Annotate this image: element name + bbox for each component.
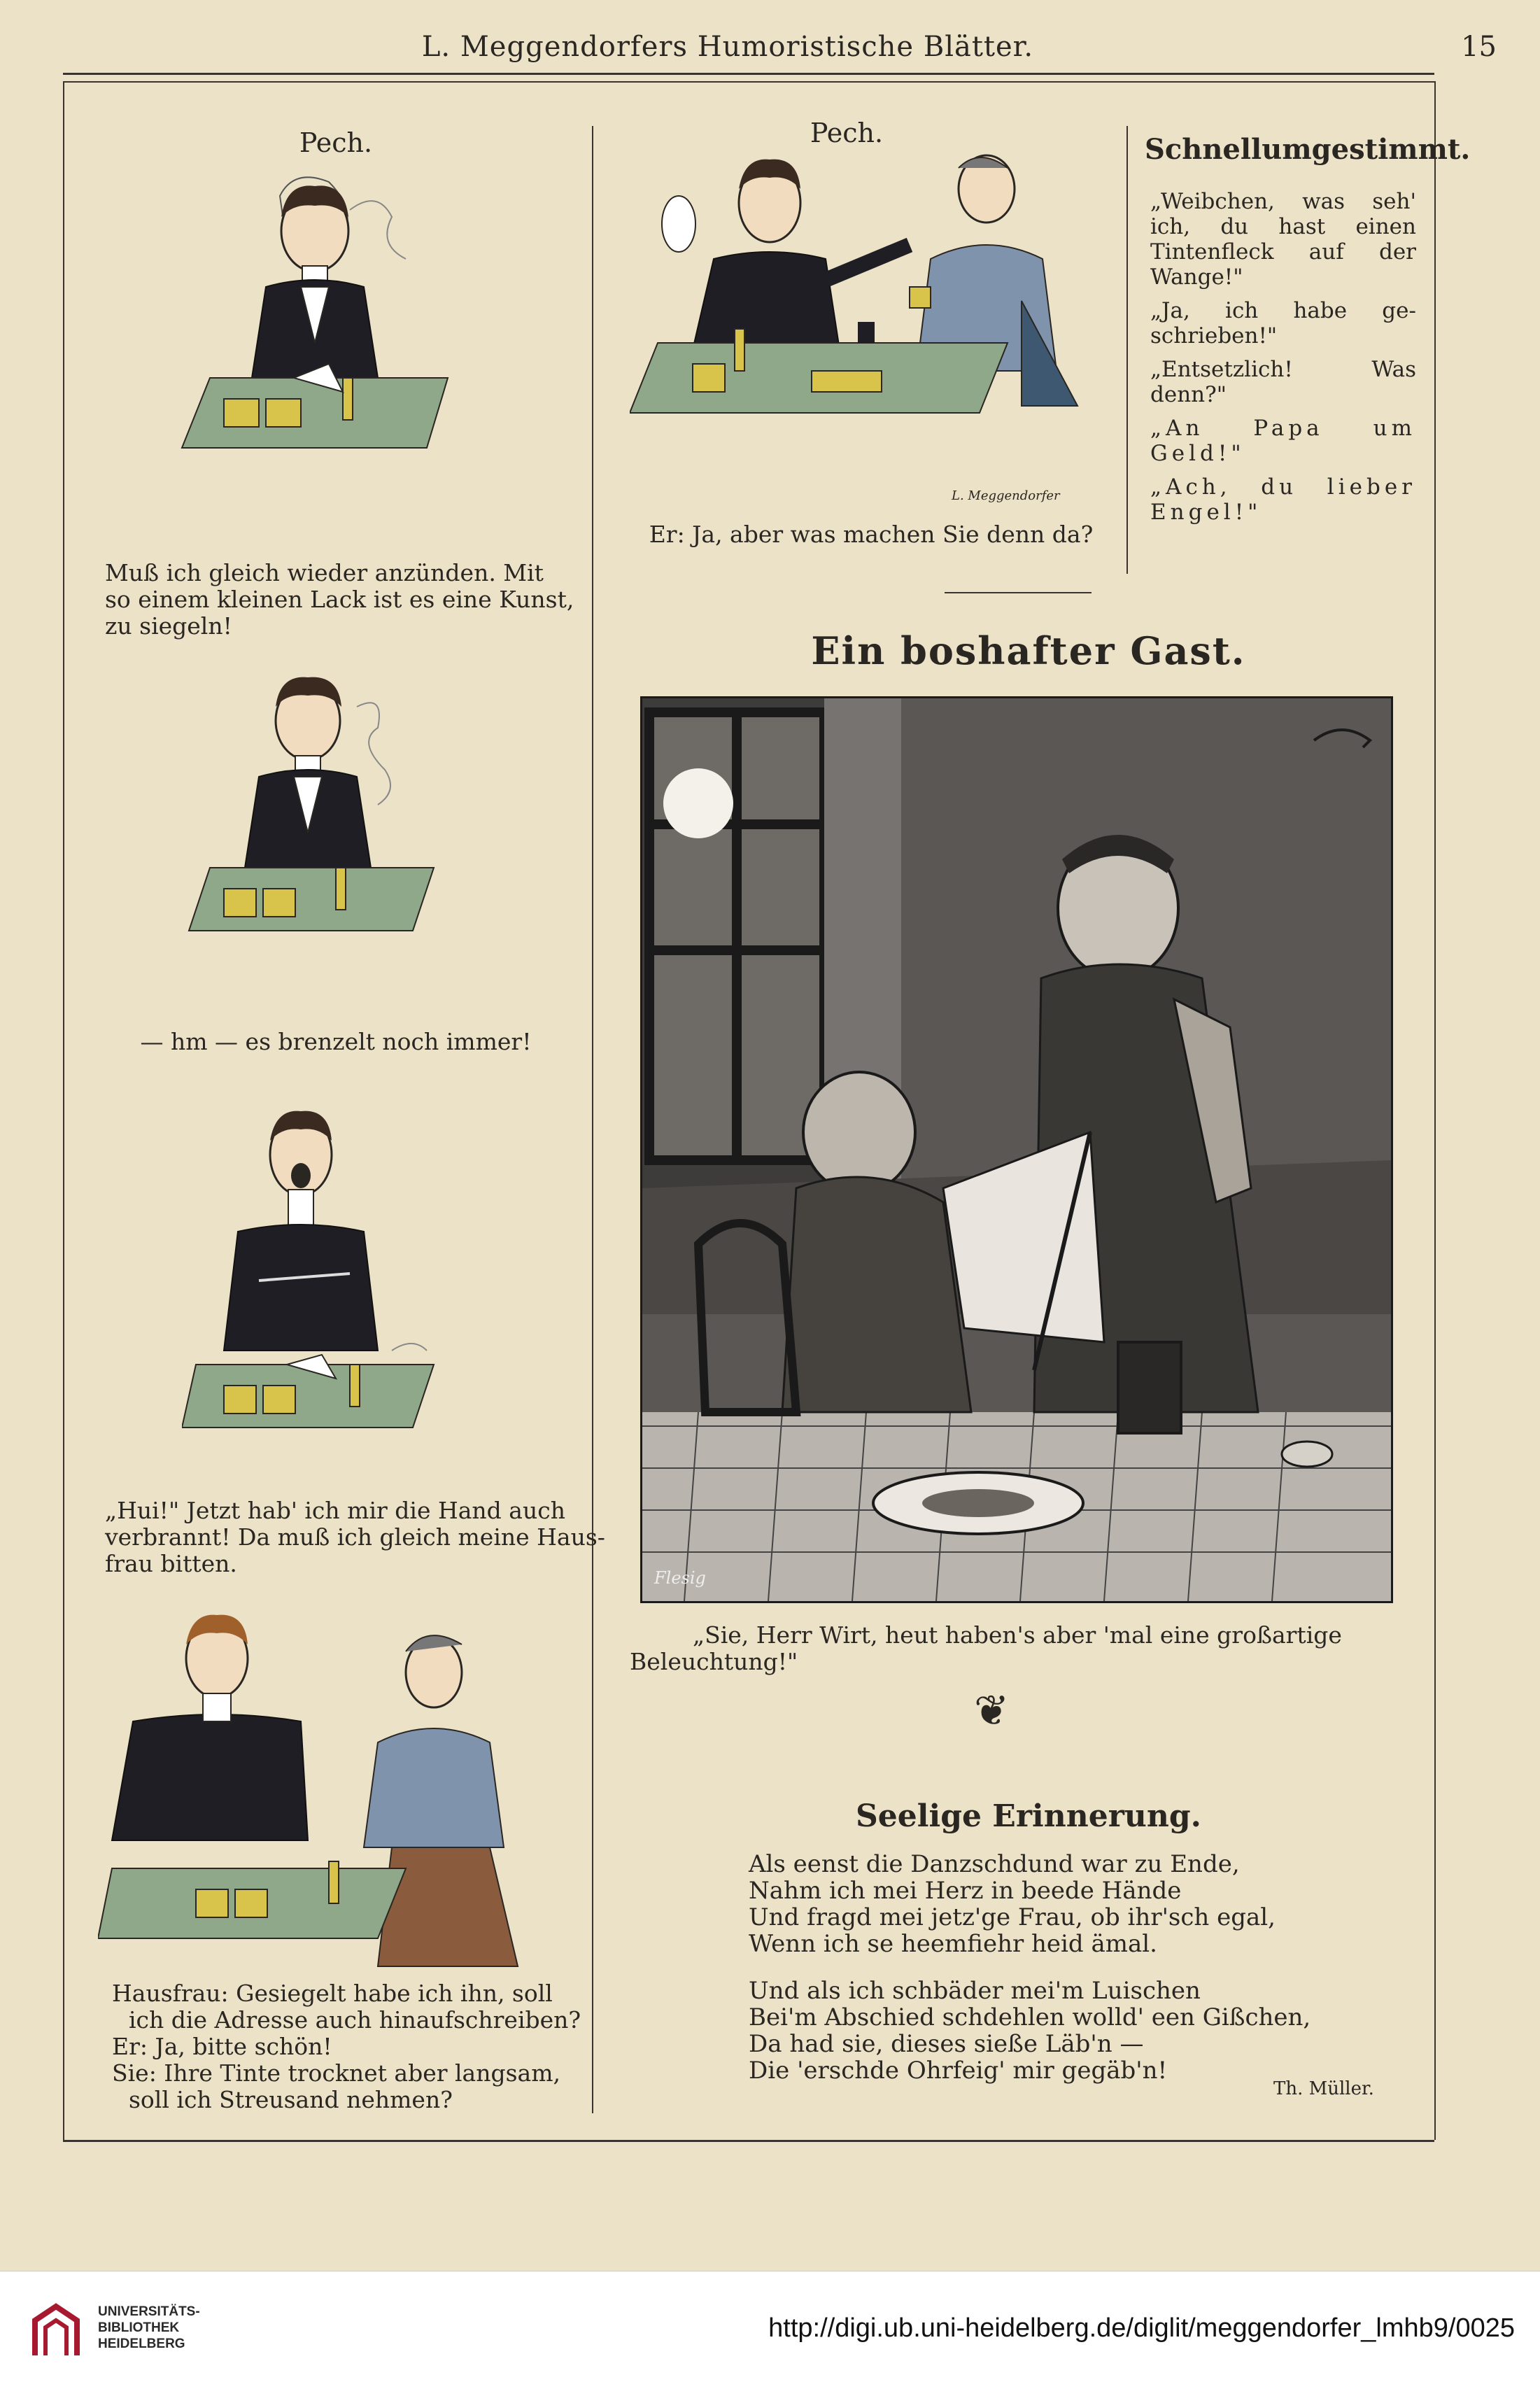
poem-line: Nahm ich mei Herz in beede Hände xyxy=(749,1877,1182,1905)
schnell-line: „Weibchen, was seh' ich, du hast einen Tintenfleck auf der Wange!" xyxy=(1150,189,1416,290)
panel-4-caption-line: soll ich Streusand nehmen? xyxy=(129,2086,453,2113)
frame-right xyxy=(1434,81,1436,2140)
column-divider xyxy=(592,126,593,2113)
ornament-icon: ❦ xyxy=(974,1686,1010,1735)
poem-title: Seelige Erinnerung. xyxy=(856,1798,1201,1834)
gast-title: Ein boshafter Gast. xyxy=(811,628,1246,673)
viewer-footer xyxy=(0,2271,1540,2389)
poem-line: Und als ich schbäder mei'm Luischen xyxy=(749,1977,1201,2005)
panel-1-caption-line: zu siegeln! xyxy=(105,612,232,640)
panel-4-caption-line: ich die Adresse auch hinaufschreiben? xyxy=(129,2006,581,2034)
library-name-line: UNIVERSITÄTS- xyxy=(98,2304,200,2319)
poem-author: Th. Müller. xyxy=(1273,2078,1374,2099)
poem-stanza-2 xyxy=(749,1978,1311,2084)
middle-panel-illustration xyxy=(630,140,1092,518)
section-rule xyxy=(945,592,1092,593)
poem-stanza-1 xyxy=(749,1851,1276,1957)
column-divider-top xyxy=(1126,126,1128,574)
frame-bottom xyxy=(63,2140,1434,2142)
panel-4-caption xyxy=(112,1980,581,2113)
library-name-line: HEIDELBERG xyxy=(98,2337,185,2351)
panel-2-caption xyxy=(105,1029,567,1055)
poem-line: Da had sie, dieses sieße Läb'n — xyxy=(749,2030,1144,2058)
magazine-title: L. Meggendorfers Humoristische Blätter. xyxy=(421,31,1034,63)
schnell-line: „Ja, ich habe geschrieben!" xyxy=(1150,298,1416,348)
poem-line: Bei'm Abschied schdehlen wolld' een Gißchen, xyxy=(749,2003,1311,2031)
gast-signature: Flesig xyxy=(654,1568,706,1588)
middle-panel-caption: Er: Ja, aber was machen Sie denn da? xyxy=(649,521,1094,548)
panel-3-caption-line: verbrannt! Da muß ich gleich meine Haus- xyxy=(105,1523,605,1551)
middle-panel-signature: L. Meggendorfer xyxy=(952,488,1060,503)
poem-line: Als eenst die Danzschdund war zu Ende, xyxy=(749,1850,1240,1878)
library-name-line: BIBLIOTHEK xyxy=(98,2320,180,2335)
panel-1-caption-line: Muß ich gleich wieder anzünden. Mit xyxy=(105,559,544,586)
library-name xyxy=(98,2304,200,2352)
panel-3-caption-line: frau bitten. xyxy=(105,1550,237,1577)
gast-illustration xyxy=(640,696,1393,1603)
library-logo-icon xyxy=(28,2299,84,2362)
poem-line: Die 'erschde Ohrfeig' mir gegäb'n! xyxy=(749,2057,1168,2085)
panel-2-caption-line: — hm — es brenzelt noch immer! xyxy=(140,1028,532,1055)
middle-panel-title: Pech. xyxy=(810,118,884,148)
permalink-url[interactable]: http://digi.ub.uni-heidelberg.de/diglit/meggendorfer_lmhb9/0025 xyxy=(768,2313,1515,2343)
panel-4-caption-line: Sie: Ihre Tinte trocknet aber langsam, xyxy=(112,2059,560,2087)
gast-caption-line: Beleuchtung!" xyxy=(630,1648,798,1675)
panel-3-caption xyxy=(105,1497,605,1577)
schnell-title: Schnellumgestimmt. xyxy=(1145,133,1471,166)
header-rule xyxy=(63,73,1434,75)
panel-3-caption-line: „Hui!" Jetzt hab' ich mir die Hand auch xyxy=(105,1497,565,1524)
schnell-text xyxy=(1150,189,1416,533)
panel-1-caption-line: so einem kleinen Lack ist es eine Kunst, xyxy=(105,586,574,613)
gast-caption xyxy=(630,1622,1427,1675)
panel-4-illustration xyxy=(98,1602,574,1973)
schnell-line: „Ach, du lieber Engel!" xyxy=(1150,474,1416,525)
gast-caption-line: „Sie, Herr Wirt, heut haben's aber 'mal eine großartige xyxy=(693,1621,1342,1649)
poem-line: Und fragd mei jetz'ge Frau, ob ihr'sch egal, xyxy=(749,1903,1276,1931)
schnell-line: „An Papa um Geld!" xyxy=(1150,416,1416,466)
panel-4-caption-line: Hausfrau: Gesiegelt habe ich ihn, soll xyxy=(112,1980,553,2007)
panel-1-title: Pech. xyxy=(299,127,373,158)
panel-4-caption-line: Er: Ja, bitte schön! xyxy=(112,2033,332,2060)
frame-left xyxy=(63,81,64,2140)
poem-line: Wenn ich se heemfiehr heid ämal. xyxy=(749,1930,1157,1958)
page-number: 15 xyxy=(1461,31,1497,63)
panel-3-illustration xyxy=(182,1099,448,1470)
schnell-line: „Entsetzlich! Was denn?" xyxy=(1150,357,1416,407)
panel-1-illustration xyxy=(168,168,462,546)
frame-top xyxy=(63,81,1434,83)
panel-2-illustration xyxy=(182,665,448,1015)
panel-1-caption xyxy=(105,559,574,640)
